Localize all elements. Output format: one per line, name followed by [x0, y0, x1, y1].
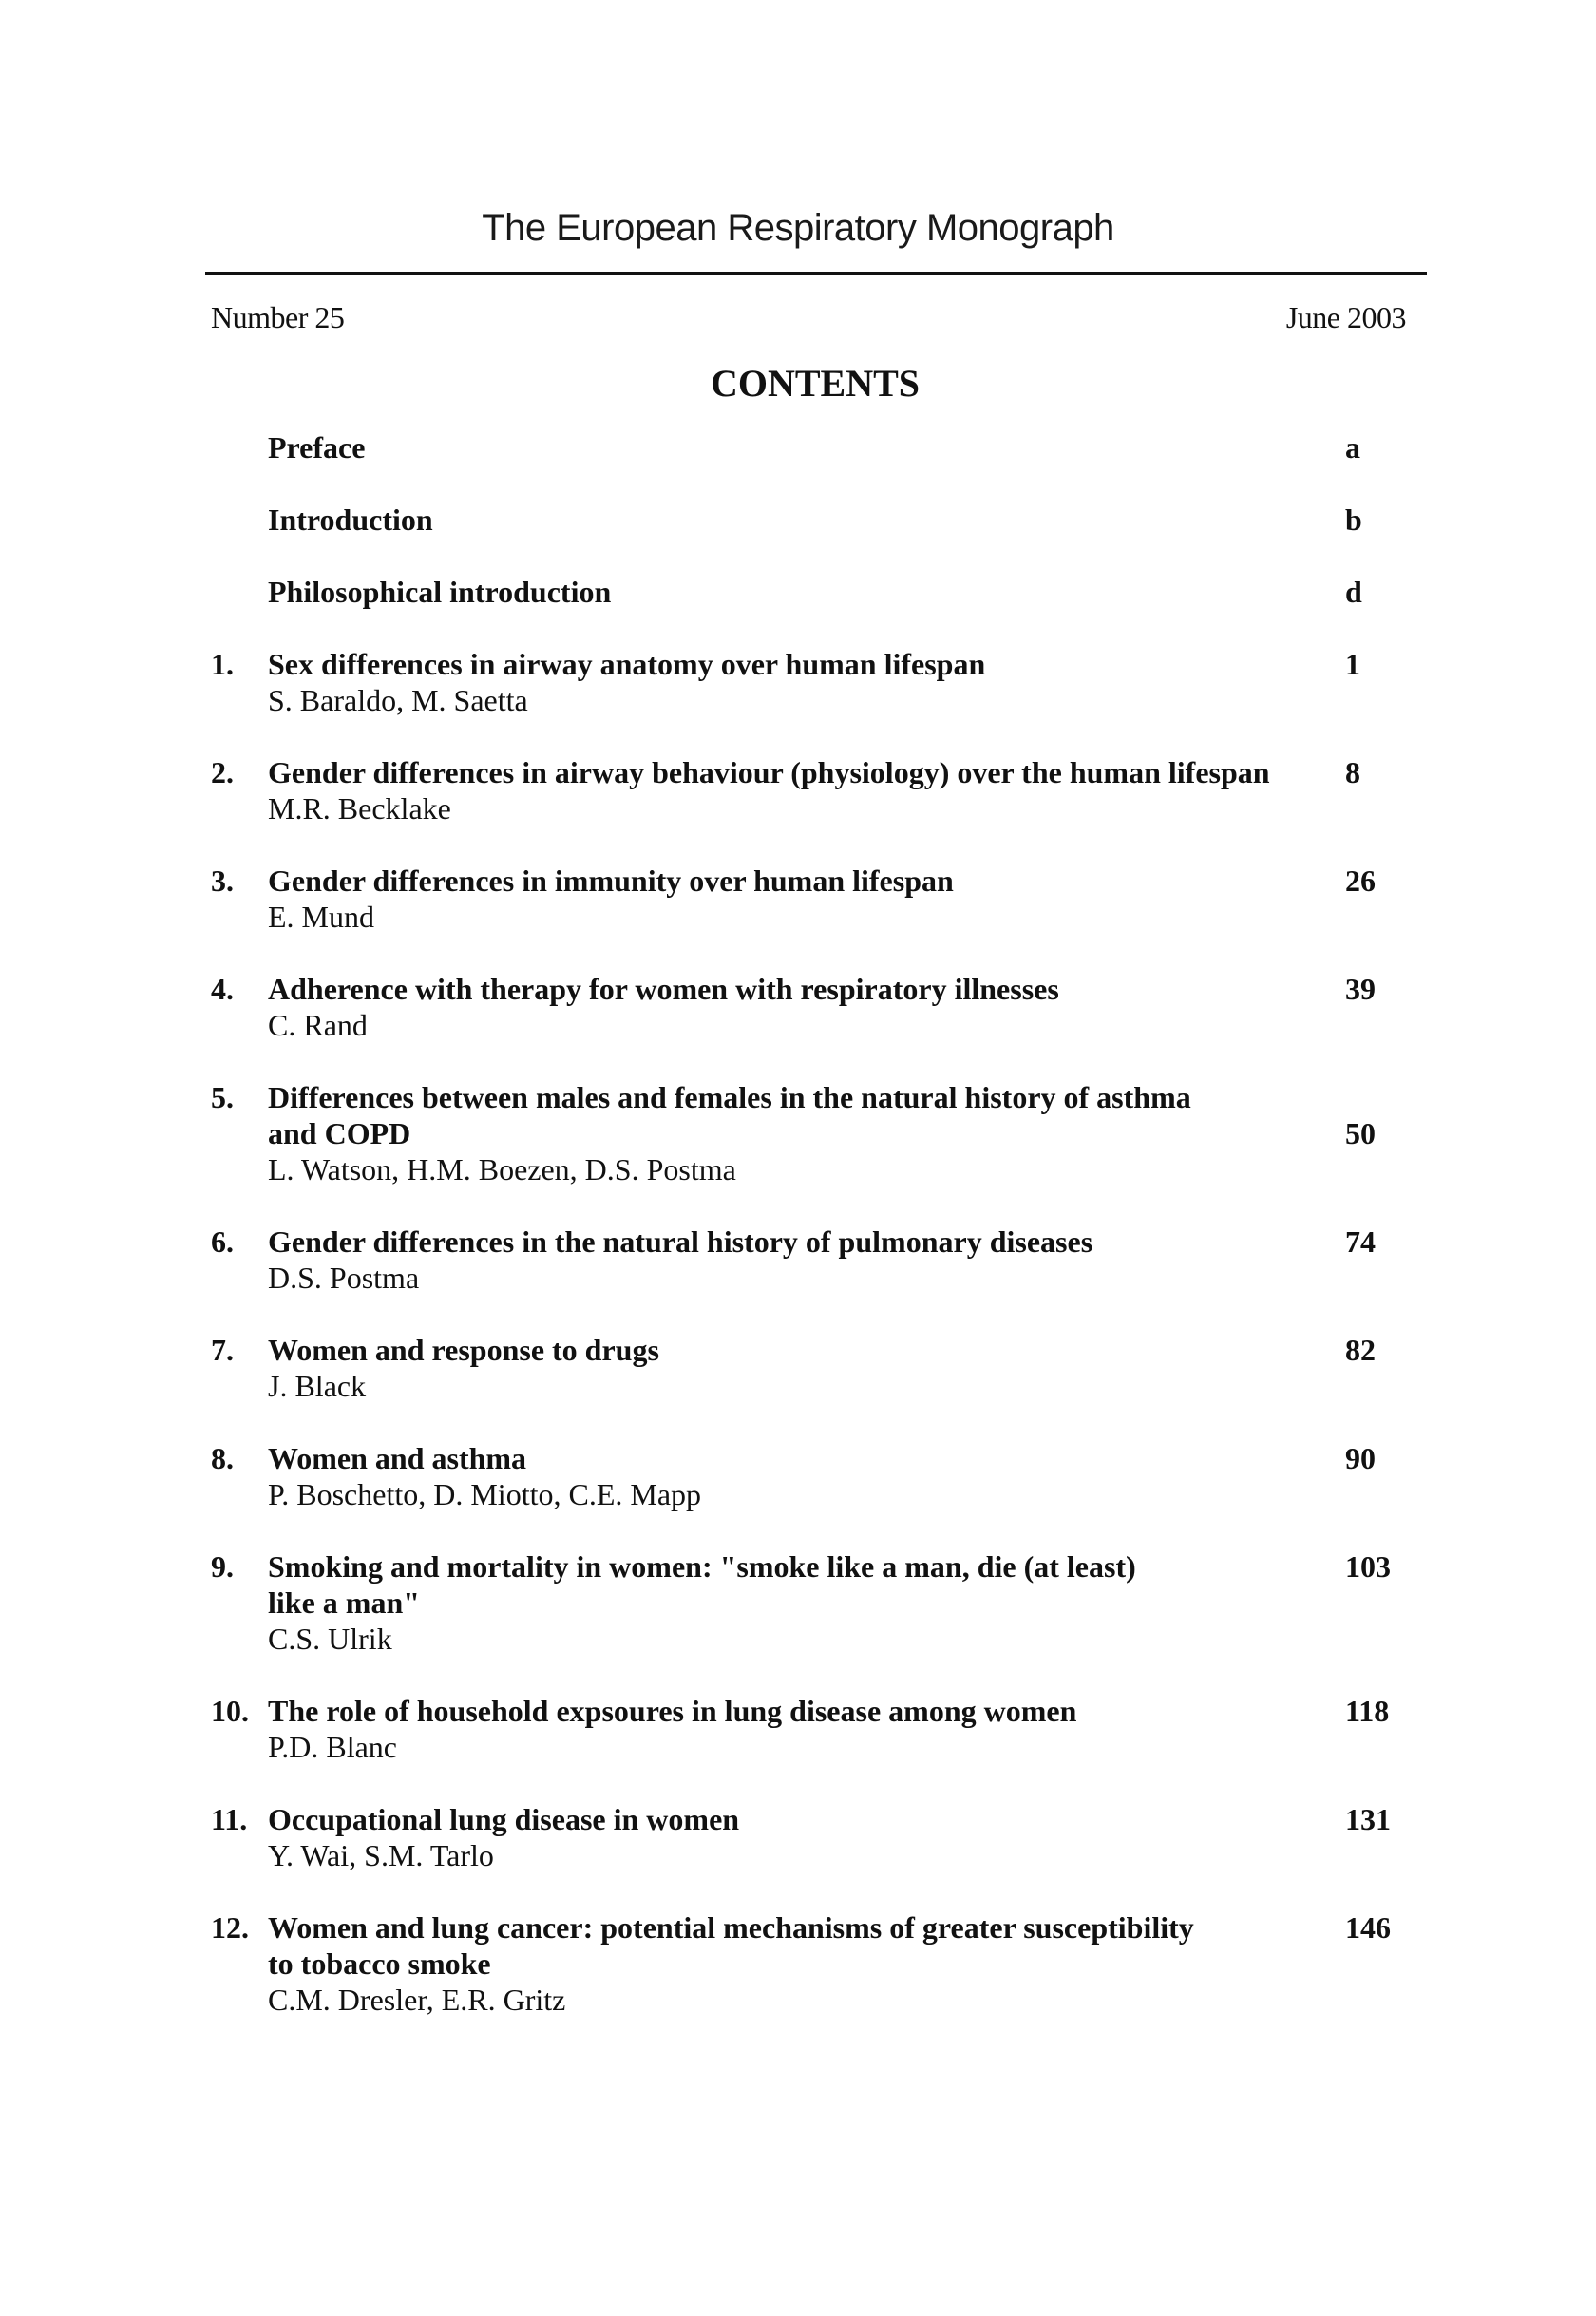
entry-title	[268, 1440, 1341, 1476]
entry-page-number: 146	[1345, 1910, 1391, 1945]
entry-page-number: 50	[1345, 1116, 1376, 1150]
entry-authors: C.M. Dresler, E.R. Gritz	[268, 1983, 566, 2017]
entry-title-line: Gender differences in the natural history of pulmonary diseases	[268, 1224, 1093, 1259]
entry-authors: M.R. Becklake	[268, 791, 451, 826]
entry-title-line: Differences between males and females in the natural history of asthma	[268, 1080, 1191, 1114]
entry-authors: C.S. Ulrik	[268, 1622, 392, 1656]
entry-number: 1.	[211, 647, 234, 681]
entry-title	[268, 1548, 1341, 1621]
entry-page-number: a	[1345, 430, 1360, 465]
entry-title	[268, 1332, 1341, 1368]
entry-number: 10.	[211, 1694, 249, 1728]
entry-title-line: Women and asthma	[268, 1441, 527, 1475]
entry-authors: E. Mund	[268, 900, 374, 934]
entry-authors: D.S. Postma	[268, 1261, 420, 1295]
entry-page-number: 26	[1345, 864, 1376, 898]
entry-page-number: 8	[1345, 755, 1360, 789]
entry-page-number: 118	[1345, 1694, 1390, 1728]
entry-authors: Y. Wai, S.M. Tarlo	[268, 1838, 494, 1872]
entry-title-line: and COPD	[268, 1116, 411, 1150]
entry-title-line: Smoking and mortality in women: "smoke like a man, die (at least)	[268, 1549, 1136, 1584]
entry-authors: J. Black	[268, 1369, 367, 1403]
entry-authors: C. Rand	[268, 1008, 368, 1042]
entry-number: 6.	[211, 1224, 234, 1259]
contents-heading: CONTENTS	[710, 362, 921, 405]
issue-date: June 2003	[1285, 300, 1406, 334]
entry-title-line: Occupational lung disease in women	[268, 1802, 740, 1836]
entry-title	[268, 863, 1341, 899]
entry-title-line: Sex differences in airway anatomy over human lifespan	[268, 647, 986, 681]
header-rule	[205, 272, 1427, 275]
entry-title	[268, 646, 1341, 682]
entry-number: 8.	[211, 1441, 234, 1475]
entry-authors: P. Boschetto, D. Miotto, C.E. Mapp	[268, 1477, 702, 1511]
entry-title-line: Gender differences in immunity over human lifespan	[268, 864, 954, 898]
entry-authors: P.D. Blanc	[268, 1730, 397, 1764]
entry-number: 2.	[211, 755, 234, 789]
entry-page-number: 90	[1345, 1441, 1376, 1475]
entry-title: Preface	[268, 430, 366, 465]
entry-title	[268, 1224, 1341, 1260]
entry-number: 11.	[211, 1802, 248, 1836]
entry-title-line: like a man"	[268, 1585, 420, 1620]
entry-title: Introduction	[268, 503, 433, 537]
entry-page-number: 131	[1345, 1802, 1391, 1836]
entry-title-line: Adherence with therapy for women with respiratory illnesses	[268, 972, 1059, 1006]
entry-number: 9.	[211, 1549, 234, 1584]
entry-authors: L. Watson, H.M. Boezen, D.S. Postma	[268, 1152, 736, 1186]
entry-title: Philosophical introduction	[268, 575, 612, 609]
entry-page-number: 1	[1345, 647, 1360, 681]
entry-title	[268, 1801, 1341, 1837]
entry-title	[268, 1693, 1341, 1729]
entry-title-line: Women and response to drugs	[268, 1333, 659, 1367]
entry-number: 12.	[211, 1910, 249, 1945]
entry-title	[268, 1909, 1341, 1982]
entry-number: 3.	[211, 864, 234, 898]
entry-title-line: Women and lung cancer: potential mechanisms of greater susceptibility	[268, 1910, 1194, 1945]
issue-number: Number 25	[211, 300, 345, 334]
entry-number: 5.	[211, 1080, 234, 1114]
journal-title: The European Respiratory Monograph	[482, 207, 1114, 249]
entry-page-number: 82	[1345, 1333, 1376, 1367]
entry-number: 7.	[211, 1333, 234, 1367]
entry-title-line: The role of household expsoures in lung disease among women	[268, 1694, 1077, 1728]
entry-page-number: b	[1345, 503, 1362, 537]
entry-page-number: 74	[1345, 1224, 1376, 1259]
entry-page-number: 39	[1345, 972, 1376, 1006]
entry-title	[268, 1079, 1341, 1151]
entry-title	[268, 971, 1341, 1007]
entry-page-number: d	[1345, 575, 1362, 609]
entry-title-line: Gender differences in airway behaviour (physiology) over the human lifespan	[268, 755, 1270, 789]
entry-page-number: 103	[1345, 1549, 1391, 1584]
entry-title-line: to tobacco smoke	[268, 1946, 491, 1981]
entry-title	[268, 754, 1341, 790]
entry-number: 4.	[211, 972, 234, 1006]
entry-authors: S. Baraldo, M. Saetta	[268, 683, 528, 717]
